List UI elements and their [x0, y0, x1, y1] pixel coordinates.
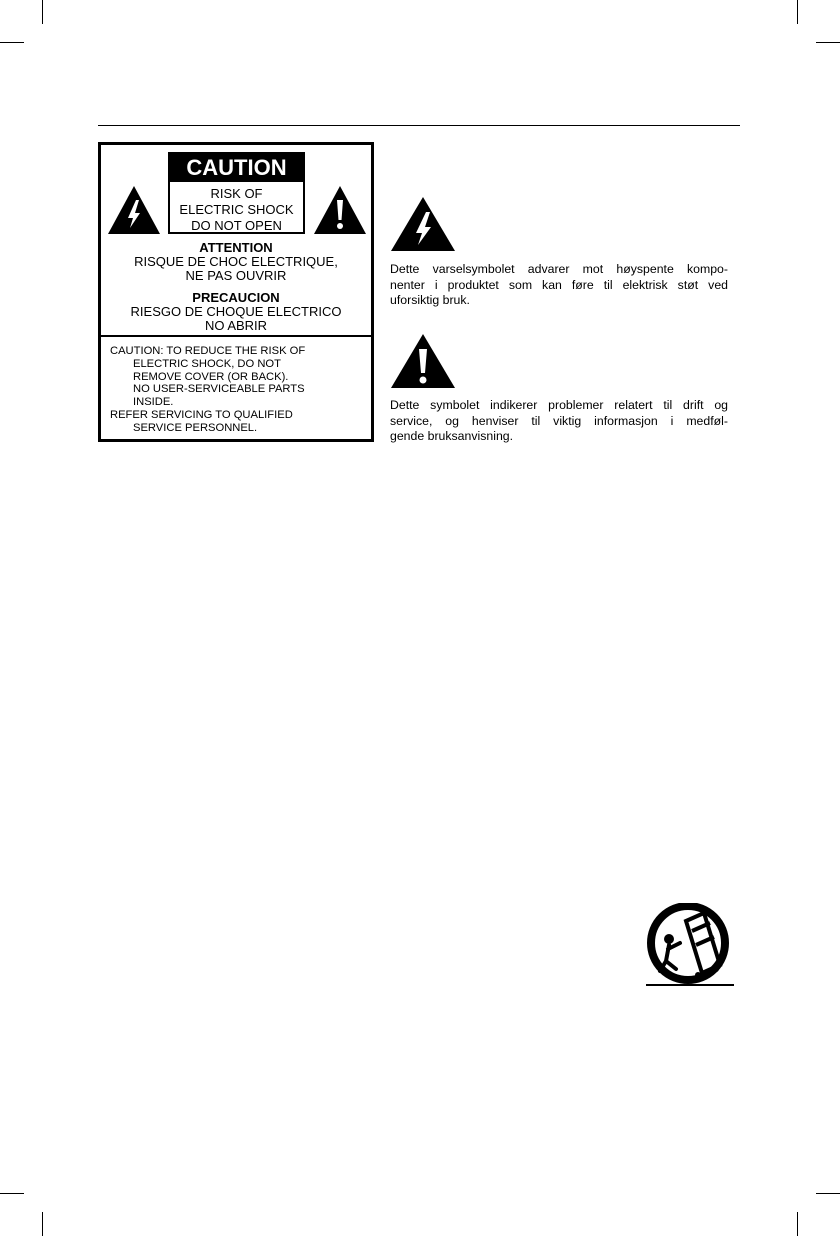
lightning-warning-icon [391, 197, 455, 251]
crop-mark [0, 42, 24, 43]
label-divider [101, 335, 371, 337]
notice-line: ELECTRIC SHOCK, DO NOT [133, 357, 281, 370]
notice-line: CAUTION: TO REDUCE THE RISK OF [110, 345, 306, 357]
cart-tip-over-warning-icon [636, 903, 740, 989]
crop-mark [816, 1193, 840, 1194]
risk-line: DO NOT OPEN [191, 218, 282, 233]
crop-mark [816, 42, 840, 43]
crop-mark [797, 1212, 798, 1236]
lightning-description [390, 262, 728, 309]
notice-line: INSIDE. [133, 396, 174, 409]
description-line: uforsiktig bruk. [390, 293, 470, 307]
spanish-warning [101, 291, 371, 333]
exclamation-warning-icon [391, 334, 455, 388]
spanish-line: NO ABRIR [204, 318, 268, 333]
spanish-heading: PRECAUCION [192, 290, 280, 305]
caution-title: CAUTION [170, 154, 303, 182]
risk-lines [170, 182, 303, 234]
notice-line: SERVICE PERSONNEL. [133, 421, 258, 434]
crop-mark [0, 1193, 24, 1194]
crop-mark [42, 1212, 43, 1236]
description-line: nenter i produktet som kan føre til elektrisk støt ved [390, 277, 728, 292]
description-line: Dette varselsymbolet advarer mot høyspente kompo- [390, 262, 728, 276]
exclamation-description [390, 398, 728, 445]
crop-mark [42, 0, 43, 24]
french-line: RISQUE DE CHOC ELECTRIQUE, [134, 254, 338, 269]
description-line: Dette symbolet indikerer problemer relatert til drift og [390, 398, 728, 412]
french-heading: ATTENTION [199, 240, 273, 255]
risk-line: RISK OF [210, 186, 263, 201]
service-notice [110, 345, 365, 435]
french-warning [101, 241, 371, 283]
caution-block [168, 152, 305, 234]
description-line: service, og henviser til viktig informasjon i medføl- [390, 413, 728, 428]
header-rule [98, 125, 740, 126]
lightning-warning-icon [108, 186, 160, 234]
spanish-line: RIESGO DE CHOQUE ELECTRICO [130, 304, 342, 319]
notice-line: REMOVE COVER (OR BACK). [133, 370, 289, 383]
notice-line: REFER SERVICING TO QUALIFIED [110, 408, 293, 421]
french-line: NE PAS OUVRIR [185, 268, 287, 283]
risk-line: ELECTRIC SHOCK [179, 202, 294, 217]
caution-label [98, 142, 374, 442]
notice-line: NO USER-SERVICEABLE PARTS [133, 383, 305, 396]
description-line: gende bruksanvisning. [390, 429, 514, 443]
crop-mark [797, 0, 798, 24]
caution-label-top [101, 145, 371, 335]
exclamation-warning-icon [314, 186, 366, 234]
